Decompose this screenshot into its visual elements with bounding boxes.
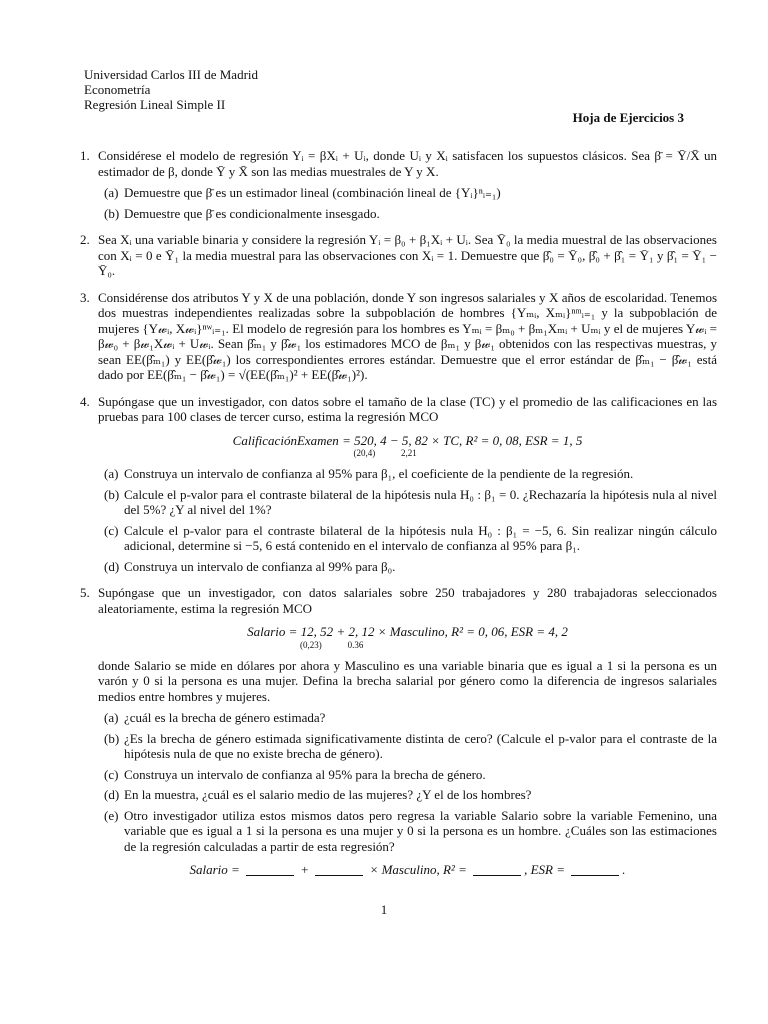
part-text: Calcule el p-valor para el contraste bilateral de la hipótesis nula H₀ : β₁ = −5, 6. Sin realizar ningún cálculo adicional, determine si −5, 6 está contenido en el intervalo de confianza al 95% para β₁. [124, 522, 717, 553]
intercept-se: (20,4) [353, 448, 376, 458]
part-text: Demuestre que β̄ es condicionalmente insesgado. [124, 205, 380, 221]
part-label: (d) [104, 558, 120, 574]
exercise-part [98, 487, 717, 518]
exercise-4 [77, 394, 717, 575]
equation-intercept: = 12, 52 [288, 624, 334, 639]
part-label: (a) [104, 185, 119, 200]
equation-slope: − 5, 82 [389, 432, 428, 448]
part-label: (b) [104, 730, 120, 746]
part-label: (e) [104, 807, 119, 823]
part-text: Otro investigador utiliza estos mismos datos pero regresa la variable Salario sobre la variable Femenino, una variable que es igual a 1 si la persona es una mujer y 0 si la persona es un hombre. ¿Cuáles son las estimaciones de la regresión calculadas a partir de esta regresión? [124, 807, 717, 854]
fill-comma: , ESR = [524, 862, 565, 877]
blank-slope[interactable] [315, 875, 363, 876]
exercise-5 [77, 585, 717, 878]
part-text: Calcule el p-valor para el contraste bilateral de la hipótesis nula H₀ : β₁ = 0. ¿Rechazaría la hipótesis nula al nivel del 5%? ¿Y al nivel del 1%? [124, 486, 717, 517]
exercise-2 [77, 232, 717, 279]
exercise-1 [77, 148, 717, 221]
exercise-parts [98, 185, 717, 221]
course-name: Econometría [84, 82, 151, 97]
part-text: Construya un intervalo de confianza al 95% para la brecha de género. [124, 766, 486, 782]
exercise-part [98, 206, 717, 222]
exercise-part [98, 731, 717, 762]
part-text: Demuestre que β̄ es un estimador lineal (combinación lineal de {Yᵢ}ⁿᵢ₌₁) [124, 185, 501, 200]
page-number: 1 [380, 902, 388, 917]
part-text: ¿cuál es la brecha de género estimada? [124, 710, 326, 725]
part-label: (d) [104, 787, 120, 802]
part-label: (c) [104, 522, 119, 538]
equation-intercept: = 520, 4 [342, 432, 387, 448]
part-label: (b) [104, 205, 120, 221]
exercise-part [98, 185, 717, 201]
topic-name: Regresión Lineal Simple II [84, 97, 226, 112]
exercise-text: Considérese el modelo de regresión Yᵢ = βXᵢ + Uᵢ, donde Uᵢ y Xᵢ satisfacen los supuestos clásicos. Sea β̄ = Ȳ/X̄ un estimador de β, donde Ȳ y X̄ son las medias muestrales de Y y X. [98, 148, 717, 179]
intercept-se: (0,23) [300, 639, 322, 650]
part-text: Construya un intervalo de confianza al 95% para β₁, el coeficiente de la pendiente de la regresión. [124, 466, 634, 481]
exercise-parts [98, 466, 717, 574]
blank-r2[interactable] [473, 875, 521, 876]
equation-rest: × Masculino, R² = 0, 06, ESR = 4, 2 [377, 624, 568, 639]
exercise-number: 4. [80, 393, 90, 409]
fill-lhs: Salario = [189, 862, 240, 877]
part-label: (a) [104, 466, 119, 481]
exercise-3 [77, 290, 717, 383]
exercise-number: 2. [80, 232, 90, 247]
equation-slope: + 2, 12 [336, 624, 375, 639]
regression-equation [98, 624, 717, 650]
exercise-number: 5. [80, 585, 90, 600]
fill-end: . [622, 862, 626, 877]
exercise-part [98, 710, 717, 726]
slope-se: 2,21 [400, 448, 417, 458]
fill-in-equation [98, 862, 717, 878]
university-name: Universidad Carlos III de Madrid [84, 67, 259, 82]
part-text: Construya un intervalo de confianza al 99% para β₀. [124, 558, 396, 574]
fill-plus: + [300, 862, 310, 877]
exercise-text: Sea Xᵢ una variable binaria y considere la regresión Yᵢ = β₀ + β₁Xᵢ + Uᵢ. Sea Ȳ₀ la media muestral de las observaciones con Xᵢ = 0 e Ȳ₁ la media muestral para las observaciones con Xᵢ = 1. Demuestre que β̂₀ = Ȳ₀, β̂₀ + β̂₁ = Ȳ₁ y β̂₁ = Ȳ₁ − Ȳ₀. [98, 232, 717, 278]
fill-times: × Masculino, R² = [369, 862, 467, 877]
exercise-text: Considérense dos atributos Y y X de una población, donde Y son ingresos salariales y X años de escolaridad. Tenemos dos muestras independientes realizadas sobre la subpoblación de hombres {Yₘᵢ, Xₘᵢ}ⁿᵐᵢ₌₁ y la subpoblación de mujeres {Y𝓌ᵢ, X𝓌ᵢ}ⁿʷᵢ₌₁. El modelo de regresión para los hombres es Yₘᵢ = βₘ₀ + βₘ₁Xₘᵢ + Uₘᵢ y el de mujeres Y𝓌ᵢ = β𝓌₀ + β𝓌₁X𝓌ᵢ + U𝓌ᵢ. Sean β̂ₘ₁ y β̂𝓌₁ los estimadores MCO de βₘ₁ y β𝓌₁ obtenidos con las respectivas muestras, y sean EE(β̂ₘ₁) y EE(β̂𝓌₁) los correspondientes errores estándar. Demuestre que el error estándar de β̂ₘ₁ − β̂𝓌₁ está dado por EE(β̂ₘ₁ − β̂𝓌₁) = √(EE(β̂ₘ₁)² + EE(β̂𝓌₁)²). [98, 289, 717, 382]
equation-lhs: Salario [247, 624, 286, 639]
exercise-list [77, 148, 717, 889]
exercise-part [98, 808, 717, 855]
exercise-part [98, 787, 717, 803]
exercise-part [98, 523, 717, 554]
part-label: (c) [104, 766, 119, 782]
document-header [84, 67, 258, 112]
exercise-number: 3. [80, 289, 90, 305]
part-label: (b) [104, 486, 120, 502]
exercise-text: Supóngase que un investigador, con datos salariales sobre 250 trabajadores y 280 trabajadoras seleccionados aleatoriamente, estima la regresión MCO [98, 585, 717, 616]
equation-lhs: CalificaciónExamen [232, 432, 339, 448]
blank-esr[interactable] [571, 875, 619, 876]
slope-se: 0.36 [347, 639, 364, 650]
blank-intercept[interactable] [246, 875, 294, 876]
exercise-number: 1. [80, 148, 90, 163]
exercise-part [98, 767, 717, 783]
regression-equation [98, 433, 717, 459]
part-text: En la muestra, ¿cuál es el salario medio de las mujeres? ¿Y el de los hombres? [124, 787, 532, 802]
exercise-text: Supóngase que un investigador, con datos sobre el tamaño de la clase (TC) y el promedio de las calificaciones en las pruebas para 100 clases de tercer curso, estima la regresión MCO [98, 393, 717, 424]
exercise-part [98, 559, 717, 575]
part-label: (a) [104, 710, 119, 725]
sheet-title: Hoja de Ejercicios 3 [572, 110, 684, 125]
equation-rest: × TC, R² = 0, 08, ESR = 1, 5 [431, 432, 583, 448]
exercise-parts [98, 710, 717, 854]
part-text: ¿Es la brecha de género estimada significativamente distinta de cero? (Calcule el p-valor para el contraste de la hipótesis nula de que no existe brecha de género). [124, 730, 717, 761]
exercise-text-continued: donde Salario se mide en dólares por ahora y Masculino es una variable binaria que es igual a 1 si la persona es un varón y 0 si la persona es una mujer. Defina la brecha salarial por género como la diferencia de ingresos salariales medios entre hombres y mujeres. [98, 657, 717, 704]
exercise-part [98, 466, 717, 482]
